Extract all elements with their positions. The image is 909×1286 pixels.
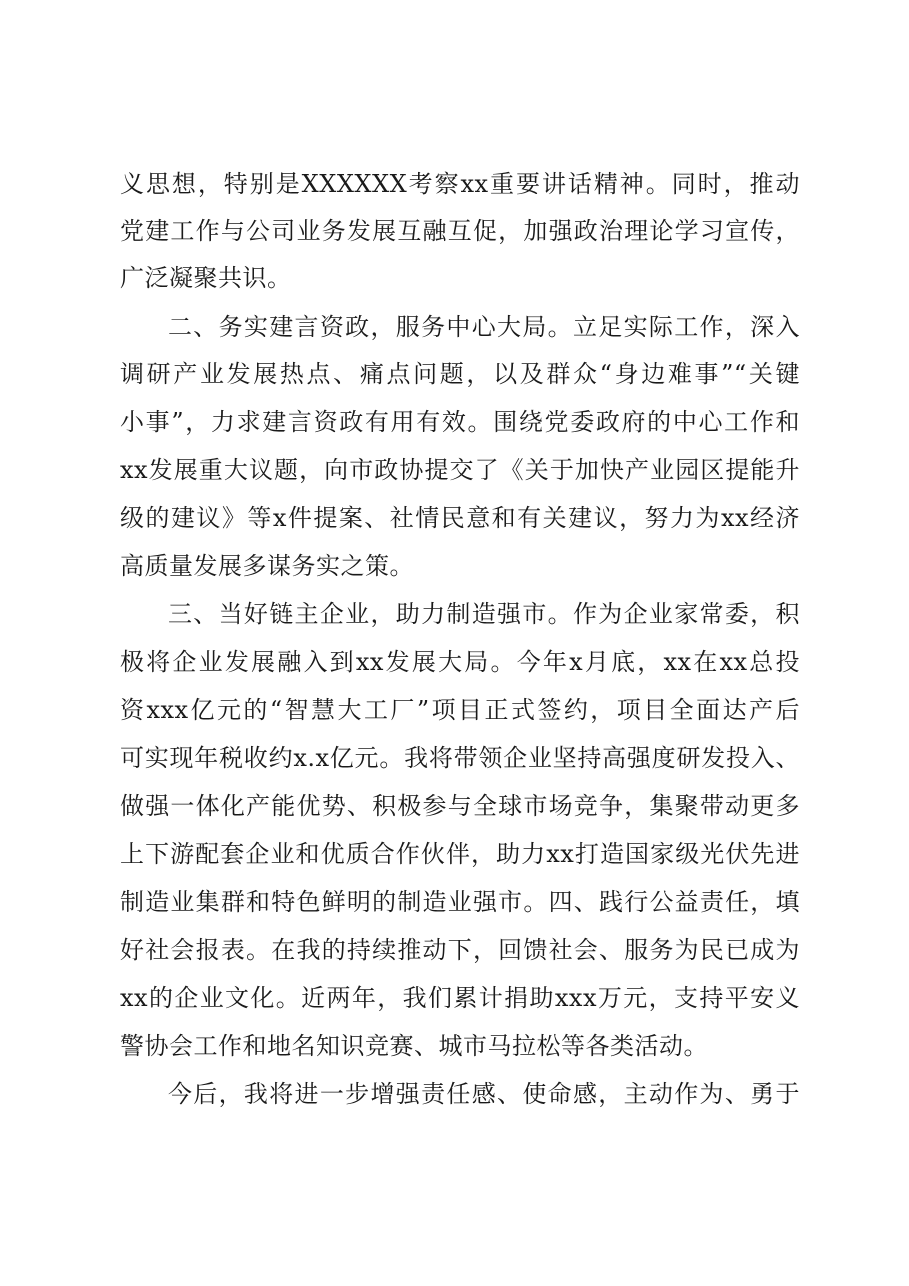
text-line: 制造业集群和特色鲜明的制造业强市。四、践行公益责任，填 <box>120 888 800 916</box>
text-line: 义思想，特别是XXXXXX考察xx重要讲话精神。同时，推动 <box>120 170 800 198</box>
paragraph-3-first-line: 三、当好链主企业，助力制造强市。作为企业家常委，积 <box>168 600 800 628</box>
text-line: 广泛凝聚共识。 <box>120 264 292 292</box>
text-line: 警协会工作和地名知识竞赛、城市马拉松等各类活动。 <box>120 1032 708 1060</box>
text-line: 党建工作与公司业务发展互融互促，加强政治理论学习宣传， <box>120 217 800 245</box>
text-line: 极将企业发展融入到xx发展大局。今年x月底，xx在xx总投 <box>120 648 800 676</box>
text-line: 小事”，力求建言资政有用有效。围绕党委政府的中心工作和 <box>120 408 800 436</box>
paragraph-2-first-line: 二、务实建言资政，服务中心大局。立足实际工作，深入 <box>168 313 800 341</box>
text-line: 可实现年税收约x.x亿元。我将带领企业坚持高强度研发投入、 <box>120 744 800 772</box>
text-line: 上下游配套企业和优质合作伙伴，助力xx打造国家级光伏先进 <box>120 840 800 868</box>
text-line: 好社会报表。在我的持续推动下，回馈社会、服务为民已成为 <box>120 936 800 964</box>
text-line: xx的企业文化。近两年，我们累计捐助xxx万元，支持平安义 <box>120 984 800 1012</box>
text-line: 资xxx亿元的“智慧大工厂”项目正式签约，项目全面达产后 <box>120 696 800 724</box>
paragraph-4-first-line: 今后，我将进一步增强责任感、使命感，主动作为、勇于 <box>168 1080 800 1108</box>
text-line: 高质量发展多谋务实之策。 <box>120 552 414 580</box>
text-line: 做强一体化产能优势、积极参与全球市场竞争，集聚带动更多 <box>120 792 800 820</box>
text-line: xx发展重大议题，向市政协提交了《关于加快产业园区提能升 <box>120 456 800 484</box>
text-line: 调研产业发展热点、痛点问题，以及群众“身边难事”“关键 <box>120 360 800 388</box>
text-line: 级的建议》等x件提案、社情民意和有关建议，努力为xx经济 <box>120 504 800 532</box>
